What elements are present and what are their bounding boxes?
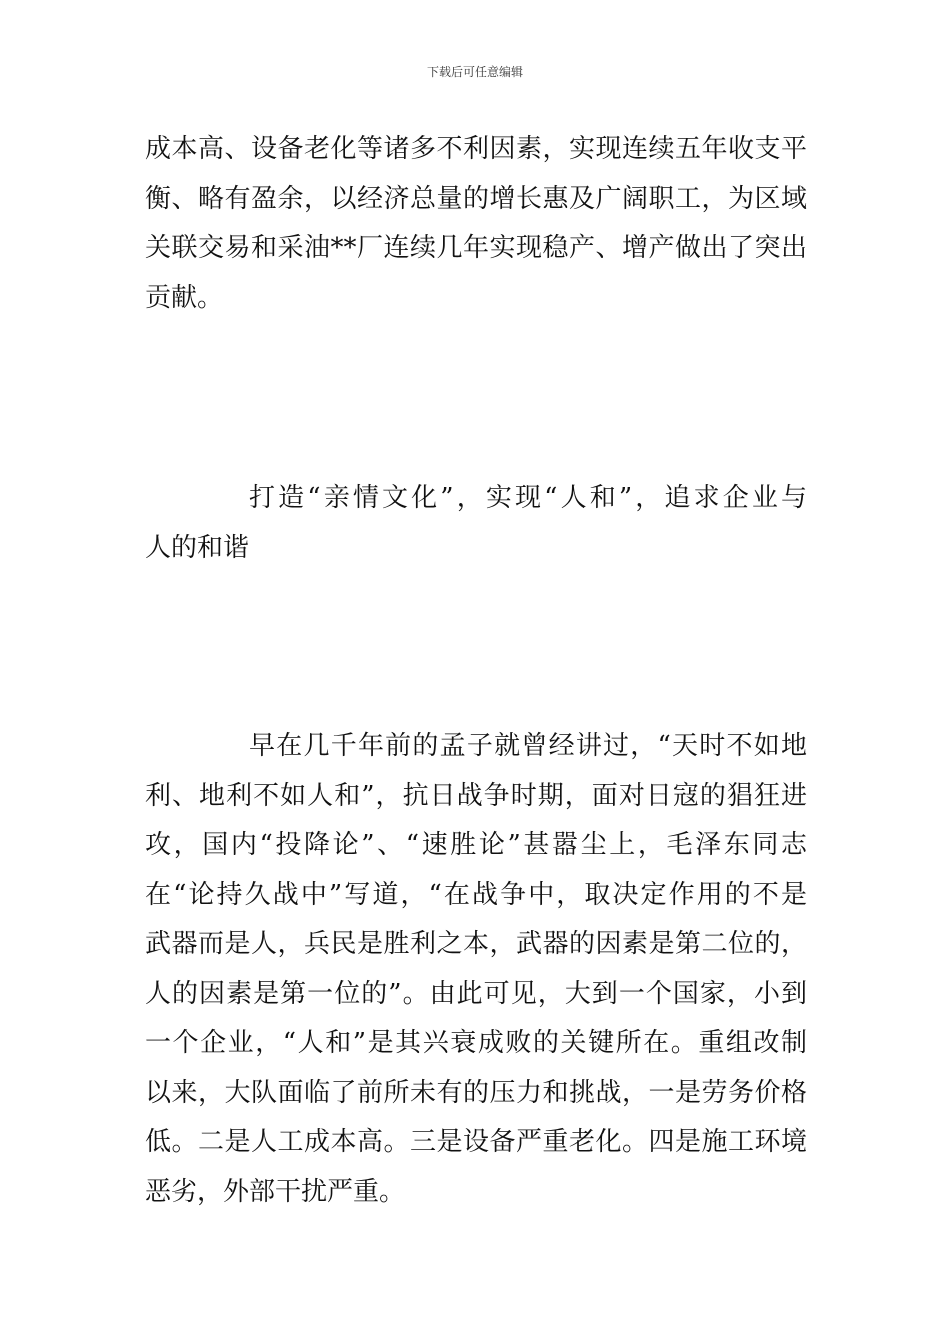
paragraph-line: 恶劣，外部干扰严重。 — [145, 1176, 406, 1207]
page-header: 下载后可任意编辑 — [426, 65, 523, 79]
paragraph-line: 人的因素是第一位的”。由此可见，大到一个国家，小到 — [145, 978, 807, 1009]
paragraph-line: 武器而是人，兵民是胜利之本，武器的因素是第二位的， — [145, 929, 807, 959]
heading-line: 人的和谐 — [145, 532, 250, 563]
section-heading — [145, 474, 807, 573]
body-paragraph-2 — [145, 722, 807, 1217]
paragraph-line: 关联交易和采油**厂连续几年实现稳产、增产做出了突出 — [145, 233, 807, 263]
body-paragraph-1 — [145, 125, 807, 323]
paragraph-line: 贡献。 — [145, 282, 224, 313]
paragraph-line: 一个企业，“人和”是其兴衰成败的关键所在。重组改制 — [145, 1028, 807, 1058]
paragraph-line: 利、地利不如人和”，抗日战争时期，面对日寇的猖狂进 — [145, 780, 807, 811]
paragraph-line: 在“论持久战中”写道，“在战争中，取决定作用的不是 — [145, 879, 807, 910]
heading-line: 打造“亲情文化”，实现“人和”，追求企业与 — [249, 483, 807, 513]
paragraph-line: 早在几千年前的孟子就曾经讲过，“天时不如地 — [249, 731, 807, 761]
paragraph-line: 低。二是人工成本高。三是设备严重老化。四是施工环境 — [145, 1127, 807, 1157]
paragraph-line: 攻，国内“投降论”、“速胜论”甚嚣尘上，毛泽东同志 — [145, 830, 807, 860]
paragraph-line: 以来，大队面临了前所未有的压力和挑战，一是劳务价格 — [145, 1077, 807, 1108]
paragraph-line: 成本高、设备老化等诸多不利因素，实现连续五年收支平 — [145, 134, 807, 164]
paragraph-line: 衡、略有盈余，以经济总量的增长惠及广阔职工，为区域 — [145, 183, 807, 214]
